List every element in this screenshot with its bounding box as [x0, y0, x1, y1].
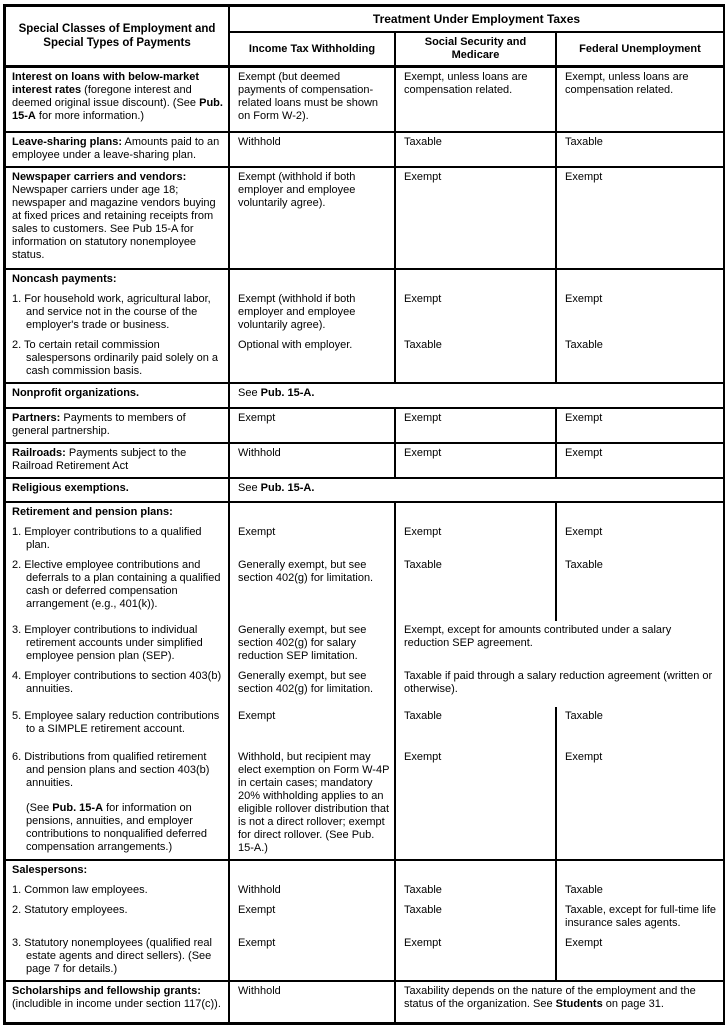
topic-cell: [6, 523, 228, 556]
cell-text: [12, 937, 223, 976]
text-segment: Taxable: [404, 339, 442, 351]
empty-cell: [394, 859, 555, 881]
cell-text: [12, 710, 223, 736]
treatment-cell: [228, 980, 394, 1022]
treatment-cell: [228, 523, 394, 556]
cell-text: [238, 710, 390, 723]
text-segment: Taxable, except for full-time life insurance sales agents.: [565, 904, 717, 929]
cell-text: [12, 506, 223, 519]
special-classes-header: Special Classes of Employment and Special Types of Payments: [6, 7, 228, 68]
text-segment: Exempt, unless loans are compensation related.: [404, 71, 528, 96]
topic-cell: [6, 166, 228, 268]
treatment-cell: [394, 748, 555, 859]
cell-text: [565, 526, 719, 539]
cell-text: [12, 670, 223, 696]
cell-text: [238, 937, 390, 950]
bold-text-segment: Retirement and pension plans:: [12, 506, 173, 518]
cell-text: [12, 904, 223, 917]
text-segment: Taxable: [565, 136, 603, 148]
cell-text: [238, 670, 390, 696]
cell-text: [12, 412, 223, 438]
text-segment: Exempt (withhold if both employer and employee voluntarily agree).: [238, 293, 356, 331]
column-header-income-tax-withholding: Income Tax Withholding: [228, 33, 394, 68]
text-segment: Exempt: [404, 751, 442, 763]
cell-text: [12, 339, 223, 378]
cell-text: [404, 985, 719, 1011]
text-segment: Exempt: [238, 526, 276, 538]
topic-cell: [6, 501, 228, 523]
treatment-cell: [555, 166, 723, 268]
cell-text: [238, 624, 390, 663]
cell-text: [238, 482, 719, 495]
cell-text: [565, 293, 719, 306]
cell-text: [565, 339, 719, 352]
treatment-cell: [555, 707, 723, 748]
text-segment: Taxable: [404, 884, 442, 896]
treatment-cell: [228, 477, 723, 501]
text-segment: 2. To certain retail commission salespersons ordinarily paid solely on a cash commission basis.: [12, 339, 218, 377]
topic-cell: [6, 382, 228, 407]
text-segment: Exempt: [565, 751, 603, 763]
text-segment: Exempt: [238, 904, 276, 916]
text-segment: 3. Statutory nonemployees (qualified real estate agents and direct sellers). (See page 7 for details.): [12, 937, 212, 975]
text-segment: (includible in income under section 117(c)).: [12, 998, 221, 1010]
cell-text: [12, 171, 223, 262]
text-segment: Exempt, unless loans are compensation related.: [565, 71, 689, 96]
cell-text: [565, 904, 719, 930]
cell-text: [565, 710, 719, 723]
text-segment: Exempt: [565, 171, 603, 183]
treatment-cell: [228, 166, 394, 268]
treatment-cell: [555, 336, 723, 382]
treatment-cell: [394, 442, 555, 477]
cell-text: [404, 339, 551, 352]
text-segment: on page 31.: [602, 998, 664, 1010]
cell-text: [238, 387, 719, 400]
treatment-cell: [228, 748, 394, 859]
treatment-cell: [228, 667, 394, 707]
text-segment: Withhold: [238, 884, 281, 896]
topic-cell: [6, 407, 228, 442]
cell-text: [565, 71, 719, 97]
text-segment: Generally exempt, but see section 402(g) for salary reduction SEP limitation.: [238, 624, 367, 662]
bold-text-segment: Religious exemptions.: [12, 482, 129, 494]
text-segment: Exempt: [565, 293, 603, 305]
text-segment: 4. Employer contributions to section 403(b) annuities.: [12, 670, 222, 695]
treatment-cell: [228, 442, 394, 477]
cell-text: [12, 624, 223, 663]
treatment-cell: [228, 901, 394, 934]
text-segment: See: [238, 482, 261, 494]
text-segment: Generally exempt, but see section 402(g) for limitation.: [238, 559, 374, 584]
topic-cell: [6, 881, 228, 901]
topic-cell: [6, 707, 228, 748]
text-segment: Taxable: [404, 904, 442, 916]
empty-cell: [555, 501, 723, 523]
text-segment: Generally exempt, but see section 402(g) for limitation.: [238, 670, 374, 695]
cell-text: [238, 447, 390, 460]
cell-text: [238, 526, 390, 539]
text-segment: Exempt: [565, 412, 603, 424]
cell-text: [404, 710, 551, 723]
text-segment: 3. Employer contributions to individual retirement accounts under simplified employee pension plan (SEP).: [12, 624, 203, 662]
cell-text: [565, 447, 719, 460]
treatment-title-header: Treatment Under Employment Taxes: [228, 7, 723, 33]
bold-text-segment: Interest on loans with below-market interest rates: [12, 71, 200, 96]
cell-text: [404, 136, 551, 149]
text-segment: Exempt: [404, 171, 442, 183]
empty-cell: [555, 268, 723, 290]
cell-text: [404, 904, 551, 917]
text-segment: Taxable: [565, 339, 603, 351]
treatment-cell: [394, 934, 555, 980]
cell-text: [238, 559, 390, 585]
text-segment: Exempt: [404, 412, 442, 424]
text-segment: See: [238, 387, 261, 399]
cell-text: [12, 802, 223, 854]
text-segment: 2. Elective employee contributions and deferrals to a plan containing a qualified cash or deferred compensation arrangement (e.g., 401(k)).: [12, 559, 221, 610]
topic-cell: [6, 268, 228, 290]
text-segment: Taxable: [404, 136, 442, 148]
cell-text: [565, 136, 719, 149]
text-segment: Exempt: [404, 293, 442, 305]
empty-cell: [394, 501, 555, 523]
treatment-cell: [394, 901, 555, 934]
treatment-cell: [394, 556, 555, 621]
text-segment: 1. Common law employees.: [12, 884, 148, 896]
treatment-cell: [394, 523, 555, 556]
bold-text-segment: Pub. 15-A.: [260, 387, 315, 399]
bold-text-segment: Pub. 15-A: [12, 97, 223, 122]
cell-text: [404, 884, 551, 897]
cell-text: [238, 985, 390, 998]
treatment-cell: [394, 68, 555, 131]
cell-text: [565, 751, 719, 764]
text-segment: for more information.): [35, 110, 145, 122]
text-segment: Exempt: [238, 710, 276, 722]
text-segment: Exempt: [404, 447, 442, 459]
text-segment: Payments subject to the Railroad Retirement Act: [12, 447, 187, 472]
text-segment: Exempt, except for amounts contributed under a salary reduction SEP agreement.: [404, 624, 672, 649]
bold-text-segment: Newspaper carriers and vendors:: [12, 171, 187, 183]
cell-text: [404, 447, 551, 460]
employment-tax-table: [3, 4, 725, 1025]
cell-text: [238, 904, 390, 917]
text-segment: Amounts paid to an employee under a leave-sharing plan.: [12, 136, 220, 161]
cell-text: [12, 884, 223, 897]
cell-text: [238, 751, 390, 855]
treatment-cell: [394, 166, 555, 268]
topic-cell: [6, 621, 228, 667]
empty-cell: [228, 859, 394, 881]
cell-text: [238, 136, 390, 149]
cell-text: [12, 447, 223, 473]
cell-text: [12, 273, 223, 286]
treatment-cell: [555, 881, 723, 901]
bold-text-segment: Students: [555, 998, 603, 1010]
topic-cell: [6, 980, 228, 1022]
column-header-federal-unemployment: Federal Unemployment: [555, 33, 723, 68]
text-segment: Taxable: [565, 710, 603, 722]
cell-text: [404, 937, 551, 950]
treatment-cell: [228, 556, 394, 621]
cell-text: [238, 339, 390, 352]
cell-text: [565, 884, 719, 897]
cell-text: [238, 884, 390, 897]
treatment-cell: [555, 934, 723, 980]
bold-text-segment: Noncash payments:: [12, 273, 117, 285]
text-segment: Taxable: [404, 710, 442, 722]
topic-cell: [6, 859, 228, 881]
text-segment: Newspaper carriers under age 18; newspaper and magazine vendors buying at fixed prices and retaining receipts from sales to customers. See Pub 15-A for information on statutory nonemployee status.: [12, 184, 216, 261]
text-segment: Exempt: [238, 937, 276, 949]
topic-cell: [6, 290, 228, 336]
text-segment: 2. Statutory employees.: [12, 904, 128, 916]
treatment-cell: [555, 523, 723, 556]
cell-text: [12, 387, 223, 400]
text-segment: Exempt: [565, 447, 603, 459]
treatment-cell: [394, 621, 723, 667]
cell-text: [12, 559, 223, 611]
column-header-social-security-medicare: Social Security and Medicare: [394, 33, 555, 68]
bold-text-segment: Pub. 15-A.: [260, 482, 315, 494]
treatment-cell: [394, 707, 555, 748]
cell-text: [238, 171, 390, 210]
treatment-cell: [228, 290, 394, 336]
text-segment: Exempt: [404, 937, 442, 949]
cell-text: [404, 751, 551, 764]
text-segment: Withhold: [238, 985, 281, 997]
cell-text: [565, 559, 719, 572]
treatment-cell: [228, 131, 394, 166]
bold-text-segment: Salespersons:: [12, 864, 88, 876]
treatment-cell: [228, 707, 394, 748]
cell-text: [12, 136, 223, 162]
bold-text-segment: Scholarships and fellowship grants:: [12, 985, 201, 997]
treatment-cell: [555, 748, 723, 859]
text-segment: Exempt: [565, 937, 603, 949]
treatment-cell: [555, 442, 723, 477]
treatment-cell: [228, 336, 394, 382]
cell-text: [238, 71, 390, 123]
bold-text-segment: Nonprofit organizations.: [12, 387, 140, 399]
text-segment: Taxability depends on the nature of the employment and the status of the organization. See: [404, 985, 696, 1010]
text-segment: Exempt (but deemed payments of compensation-related loans must be shown on Form W-2).: [238, 71, 379, 122]
text-segment: (foregone interest and deemed original issue discount). (See: [12, 84, 200, 109]
treatment-cell: [394, 336, 555, 382]
text-segment: 6. Distributions from qualified retirement and pension plans and section 403(b) annuities.: [12, 751, 210, 789]
treatment-cell: [228, 382, 723, 407]
bold-text-segment: Railroads:: [12, 447, 66, 459]
topic-cell: [6, 901, 228, 934]
text-segment: (See: [26, 802, 53, 814]
text-segment: Withhold: [238, 136, 281, 148]
text-segment: Taxable if paid through a salary reduction agreement (written or otherwise).: [404, 670, 713, 695]
cell-text: [404, 526, 551, 539]
cell-text: [404, 670, 719, 696]
text-segment: Exempt: [404, 526, 442, 538]
treatment-cell: [228, 934, 394, 980]
text-segment: Taxable: [565, 884, 603, 896]
topic-cell: [6, 748, 228, 859]
cell-text: [238, 412, 390, 425]
topic-cell: [6, 934, 228, 980]
text-segment: 1. Employer contributions to a qualified plan.: [12, 526, 202, 551]
cell-text: [404, 171, 551, 184]
bold-text-segment: Partners:: [12, 412, 61, 424]
cell-text: [238, 293, 390, 332]
topic-cell: [6, 556, 228, 621]
topic-cell: [6, 442, 228, 477]
text-segment: Exempt (withhold if both employer and employee voluntarily agree).: [238, 171, 356, 209]
cell-text: [12, 985, 223, 1011]
text-segment: Exempt: [238, 412, 276, 424]
treatment-cell: [555, 901, 723, 934]
cell-text: [565, 937, 719, 950]
bold-text-segment: Leave-sharing plans:: [12, 136, 123, 148]
cell-text: [12, 864, 223, 877]
text-segment: Exempt: [565, 526, 603, 538]
cell-text: [12, 293, 223, 332]
cell-text: [404, 412, 551, 425]
topic-cell: [6, 667, 228, 707]
text-segment: Taxable: [565, 559, 603, 571]
cell-text: [12, 482, 223, 495]
cell-text: [404, 71, 551, 97]
bold-text-segment: Pub. 15-A: [52, 802, 104, 814]
cell-text: [12, 751, 223, 790]
treatment-cell: [394, 131, 555, 166]
cell-text: [12, 71, 223, 123]
text-segment: 5. Employee salary reduction contributions to a SIMPLE retirement account.: [12, 710, 220, 735]
cell-text: [12, 526, 223, 552]
topic-cell: [6, 68, 228, 131]
cell-text: [404, 293, 551, 306]
treatment-cell: [394, 407, 555, 442]
treatment-cell: [228, 407, 394, 442]
text-segment: 1. For household work, agricultural labor, and service not in the course of the employer's trade or business.: [12, 293, 211, 331]
treatment-cell: [555, 131, 723, 166]
treatment-cell: [394, 881, 555, 901]
text-segment: Payments to members of general partnership.: [12, 412, 186, 437]
treatment-cell: [228, 68, 394, 131]
treatment-cell: [555, 407, 723, 442]
empty-cell: [228, 501, 394, 523]
treatment-cell: [228, 881, 394, 901]
cell-text: [565, 412, 719, 425]
treatment-cell: [555, 290, 723, 336]
treatment-cell: [555, 68, 723, 131]
topic-cell: [6, 336, 228, 382]
cell-text: [565, 171, 719, 184]
text-segment: Withhold: [238, 447, 281, 459]
text-segment: Withhold, but recipient may elect exemption on Form W-4P in certain cases; mandatory 20% withholding applies to an eligible rollover distribution that is not a direct rollover; exempt for direct rollover. (See Pub. 15-A.): [238, 751, 390, 854]
empty-cell: [394, 268, 555, 290]
cell-text: [404, 624, 719, 650]
treatment-cell: [394, 980, 723, 1022]
treatment-cell: [394, 667, 723, 707]
cell-text: [404, 559, 551, 572]
text-segment: Optional with employer.: [238, 339, 353, 351]
text-segment: for information on pensions, annuities, and employer contributions to nonqualified deferred compensation arrangements.): [26, 802, 208, 853]
treatment-cell: [228, 621, 394, 667]
topic-cell: [6, 477, 228, 501]
topic-cell: [6, 131, 228, 166]
empty-cell: [555, 859, 723, 881]
treatment-cell: [394, 290, 555, 336]
text-segment: Taxable: [404, 559, 442, 571]
treatment-cell: [555, 556, 723, 621]
empty-cell: [228, 268, 394, 290]
